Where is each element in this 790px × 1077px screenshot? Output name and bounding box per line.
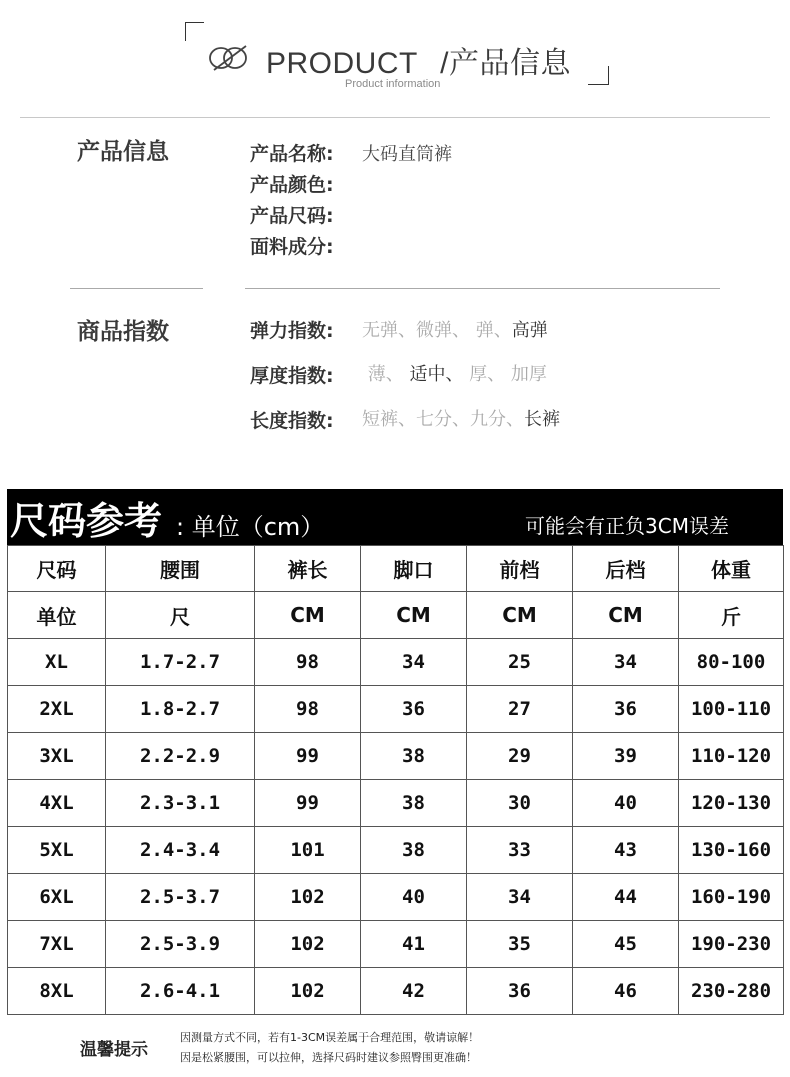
table-cell: XL	[8, 639, 106, 686]
size-chart-table	[7, 545, 784, 1015]
table-unit-row	[8, 592, 784, 639]
table-cell: 4XL	[8, 780, 106, 827]
table-cell: 35	[467, 921, 573, 968]
product-info-title: 产品信息	[77, 139, 169, 165]
elasticity-option-stretch: 弹、	[470, 320, 512, 341]
table-cell: 33	[467, 827, 573, 874]
table-cell: 36	[467, 968, 573, 1015]
unit-cell: 尺	[106, 592, 255, 639]
table-row	[8, 639, 784, 686]
unit-cell: 斤	[679, 592, 784, 639]
header-divider	[20, 117, 770, 118]
table-cell: 41	[361, 921, 467, 968]
size-chart-title: 尺码参考	[10, 499, 163, 543]
table-cell: 43	[573, 827, 679, 874]
header-corner-bottom-right	[588, 66, 609, 85]
product-color-label: 产品颜色:	[250, 174, 334, 196]
table-cell: 38	[361, 733, 467, 780]
table-row	[8, 733, 784, 780]
elasticity-option-none: 无弹、	[362, 320, 416, 341]
table-cell: 2.4-3.4	[106, 827, 255, 874]
length-option-shorts: 短裤、	[362, 409, 416, 430]
section-divider-right	[245, 288, 720, 289]
product-name-label: 产品名称:	[250, 143, 334, 165]
table-cell: 39	[573, 733, 679, 780]
header-length: 裤长	[255, 546, 361, 592]
header-size: 尺码	[8, 546, 106, 592]
length-label: 长度指数:	[250, 410, 334, 432]
page-subtitle: Product information	[345, 78, 441, 90]
table-cell: 80-100	[679, 639, 784, 686]
unit-cell: CM	[361, 592, 467, 639]
table-cell: 98	[255, 639, 361, 686]
table-cell: 2.3-3.1	[106, 780, 255, 827]
table-row	[8, 968, 784, 1015]
table-cell: 38	[361, 827, 467, 874]
table-cell: 30	[467, 780, 573, 827]
table-cell: 6XL	[8, 874, 106, 921]
table-cell: 45	[573, 921, 679, 968]
table-cell: 34	[573, 639, 679, 686]
table-cell: 110-120	[679, 733, 784, 780]
table-cell: 101	[255, 827, 361, 874]
size-chart-note: 可能会有正负3CM误差	[525, 514, 729, 538]
length-option-long: 长裤	[524, 409, 560, 430]
header-back-rise: 后档	[573, 546, 679, 592]
table-cell: 102	[255, 921, 361, 968]
thickness-option-thin: 薄、	[362, 364, 410, 385]
table-cell: 36	[361, 686, 467, 733]
table-cell: 2.5-3.7	[106, 874, 255, 921]
table-cell: 99	[255, 780, 361, 827]
table-cell: 160-190	[679, 874, 784, 921]
table-cell: 190-230	[679, 921, 784, 968]
length-option-seven: 七分、	[416, 409, 470, 430]
length-options	[362, 405, 560, 431]
product-size-label: 产品尺码:	[250, 205, 334, 227]
table-row	[8, 874, 784, 921]
unit-cell: CM	[573, 592, 679, 639]
table-cell: 120-130	[679, 780, 784, 827]
table-header-row	[8, 546, 784, 592]
product-name-value: 大码直筒裤	[362, 144, 452, 165]
table-cell: 34	[467, 874, 573, 921]
table-cell: 40	[573, 780, 679, 827]
table-row	[8, 827, 784, 874]
table-cell: 7XL	[8, 921, 106, 968]
table-row	[8, 921, 784, 968]
table-cell: 27	[467, 686, 573, 733]
table-cell: 3XL	[8, 733, 106, 780]
tips-line-1: 因测量方式不同，若有1-3CM误差属于合理范围，敬请谅解！	[180, 1031, 480, 1044]
tips-title: 温馨提示	[80, 1040, 148, 1060]
elasticity-option-slight: 微弹、	[416, 320, 470, 341]
elasticity-option-high: 高弹	[511, 320, 548, 341]
thickness-label: 厚度指数:	[250, 365, 334, 387]
table-cell: 102	[255, 874, 361, 921]
table-cell: 42	[361, 968, 467, 1015]
table-cell: 1.8-2.7	[106, 686, 255, 733]
table-cell: 102	[255, 968, 361, 1015]
table-row	[8, 686, 784, 733]
header-waist: 腰围	[106, 546, 255, 592]
table-cell: 1.7-2.7	[106, 639, 255, 686]
table-cell: 25	[467, 639, 573, 686]
thickness-option-extra-thick: 加厚	[510, 364, 547, 385]
size-chart-unit: : 单位（cm）	[176, 513, 325, 541]
table-cell: 130-160	[679, 827, 784, 874]
page-title	[266, 38, 571, 82]
page-title-en: PRODUCT	[266, 47, 418, 80]
logo-icon	[208, 43, 252, 73]
table-cell: 2XL	[8, 686, 106, 733]
tips-line-2: 因是松紧腰围，可以拉伸，选择尺码时建议参照臀围更准确！	[180, 1051, 477, 1064]
table-cell: 29	[467, 733, 573, 780]
table-cell: 5XL	[8, 827, 106, 874]
header-corner-top-left	[185, 22, 204, 41]
section-divider-left	[70, 288, 203, 289]
fabric-label: 面料成分:	[250, 236, 334, 258]
table-cell: 100-110	[679, 686, 784, 733]
thickness-option-thick: 厚、	[463, 364, 511, 385]
unit-cell: 单位	[8, 592, 106, 639]
table-cell: 44	[573, 874, 679, 921]
table-cell: 98	[255, 686, 361, 733]
page-title-cn: /产品信息	[440, 47, 571, 80]
unit-cell: CM	[255, 592, 361, 639]
table-cell: 2.2-2.9	[106, 733, 255, 780]
elasticity-label: 弹力指数:	[250, 320, 334, 342]
table-cell: 99	[255, 733, 361, 780]
thickness-options	[362, 360, 547, 386]
header-front-rise: 前档	[467, 546, 573, 592]
table-cell: 34	[361, 639, 467, 686]
indices-title: 商品指数	[77, 319, 169, 345]
table-cell: 2.6-4.1	[106, 968, 255, 1015]
length-option-nine: 九分、	[470, 409, 524, 430]
table-cell: 36	[573, 686, 679, 733]
table-row	[8, 780, 784, 827]
header-hem: 脚口	[361, 546, 467, 592]
thickness-option-medium: 适中、	[409, 364, 464, 385]
table-cell: 8XL	[8, 968, 106, 1015]
header-weight: 体重	[679, 546, 784, 592]
table-cell: 230-280	[679, 968, 784, 1015]
table-cell: 40	[361, 874, 467, 921]
table-cell: 46	[573, 968, 679, 1015]
table-cell: 38	[361, 780, 467, 827]
table-cell: 2.5-3.9	[106, 921, 255, 968]
unit-cell: CM	[467, 592, 573, 639]
elasticity-options	[362, 316, 548, 342]
